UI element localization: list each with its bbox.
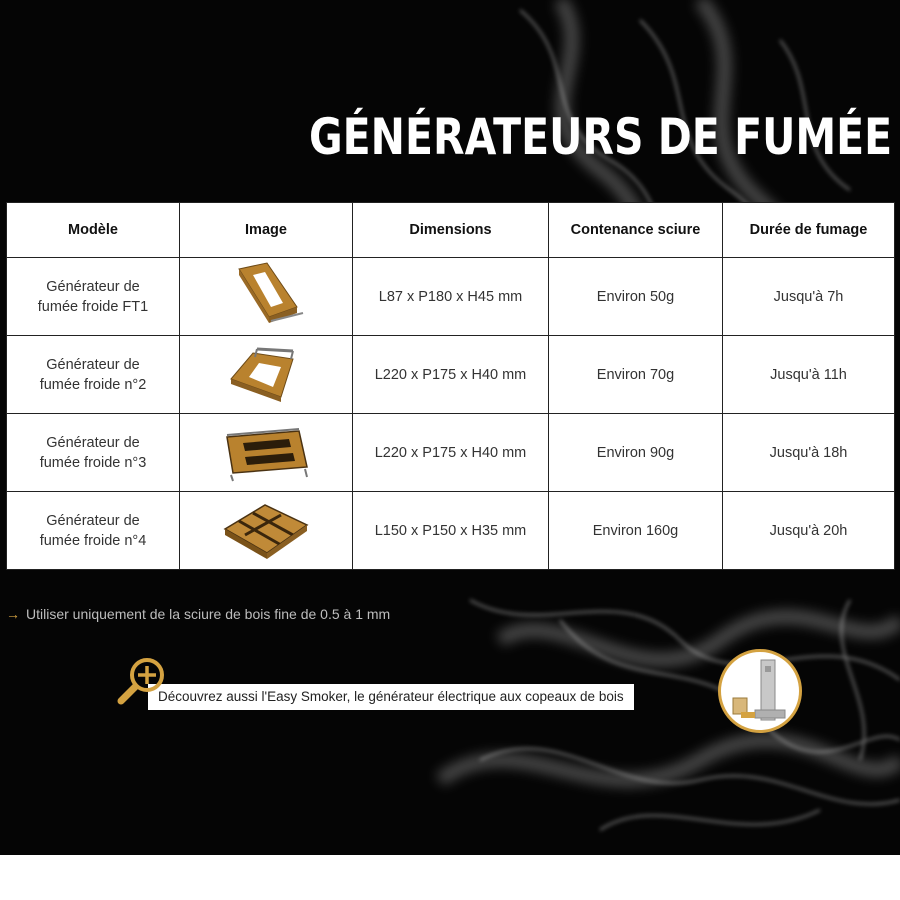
model-line1: Générateur de: [46, 356, 140, 373]
header-duration: Durée de fumage: [723, 203, 895, 258]
table-row: [7, 336, 895, 414]
dimensions-cell: L150 x P150 x H35 mm: [353, 492, 549, 570]
image-cell: [180, 492, 353, 570]
easy-smoker-image[interactable]: [718, 649, 802, 733]
duration-cell: Jusqu'à 7h: [723, 258, 895, 336]
model-line1: Générateur de: [46, 512, 140, 529]
header-model: Modèle: [7, 203, 180, 258]
table-row: [7, 492, 895, 570]
usage-note-text: Utiliser uniquement de la sciure de bois fine de 0.5 à 1 mm: [26, 606, 391, 622]
dimensions-cell: L220 x P175 x H40 mm: [353, 414, 549, 492]
header-image: Image: [180, 203, 353, 258]
model-line1: Générateur de: [46, 278, 140, 295]
header-capacity: Contenance sciure: [549, 203, 723, 258]
dimensions-cell: L220 x P175 x H40 mm: [353, 336, 549, 414]
promo-text: Découvrez aussi l'Easy Smoker, le générateur électrique aux copeaux de bois: [158, 689, 624, 704]
capacity-cell: Environ 50g: [549, 258, 723, 336]
easy-smoker-promo-link[interactable]: [148, 684, 634, 710]
capacity-cell: Environ 70g: [549, 336, 723, 414]
magnifier-plus-icon: [113, 655, 173, 710]
duration-cell: Jusqu'à 18h: [723, 414, 895, 492]
page-title: GÉNÉRATEURS DE FUMÉE: [308, 108, 892, 166]
easy-smoker-product-image: [721, 652, 799, 730]
image-cell: [180, 258, 353, 336]
n4-generator-image: [219, 495, 313, 561]
capacity-cell: Environ 90g: [549, 414, 723, 492]
model-line1: Générateur de: [46, 434, 140, 451]
n2-generator-image: [221, 339, 311, 405]
model-line2: fumée froide FT1: [37, 298, 149, 315]
ft1-generator-image: [221, 261, 311, 327]
model-line2: fumée froide n°4: [39, 532, 147, 549]
table-row: [7, 414, 895, 492]
model-cell: [7, 258, 180, 336]
image-cell: [180, 336, 353, 414]
n3-generator-image: [219, 417, 313, 483]
model-cell: [7, 336, 180, 414]
usage-note: [6, 606, 390, 622]
duration-cell: Jusqu'à 20h: [723, 492, 895, 570]
model-line2: fumée froide n°2: [39, 376, 147, 393]
table-header-row: [7, 203, 895, 258]
model-line2: fumée froide n°3: [39, 454, 147, 471]
model-cell: [7, 414, 180, 492]
capacity-cell: Environ 160g: [549, 492, 723, 570]
dimensions-cell: L87 x P180 x H45 mm: [353, 258, 549, 336]
header-dimensions: Dimensions: [353, 203, 549, 258]
arrow-right-icon: →: [6, 606, 20, 622]
duration-cell: Jusqu'à 11h: [723, 336, 895, 414]
model-cell: [7, 492, 180, 570]
spec-table: [6, 202, 895, 570]
table-row: [7, 258, 895, 336]
image-cell: [180, 414, 353, 492]
